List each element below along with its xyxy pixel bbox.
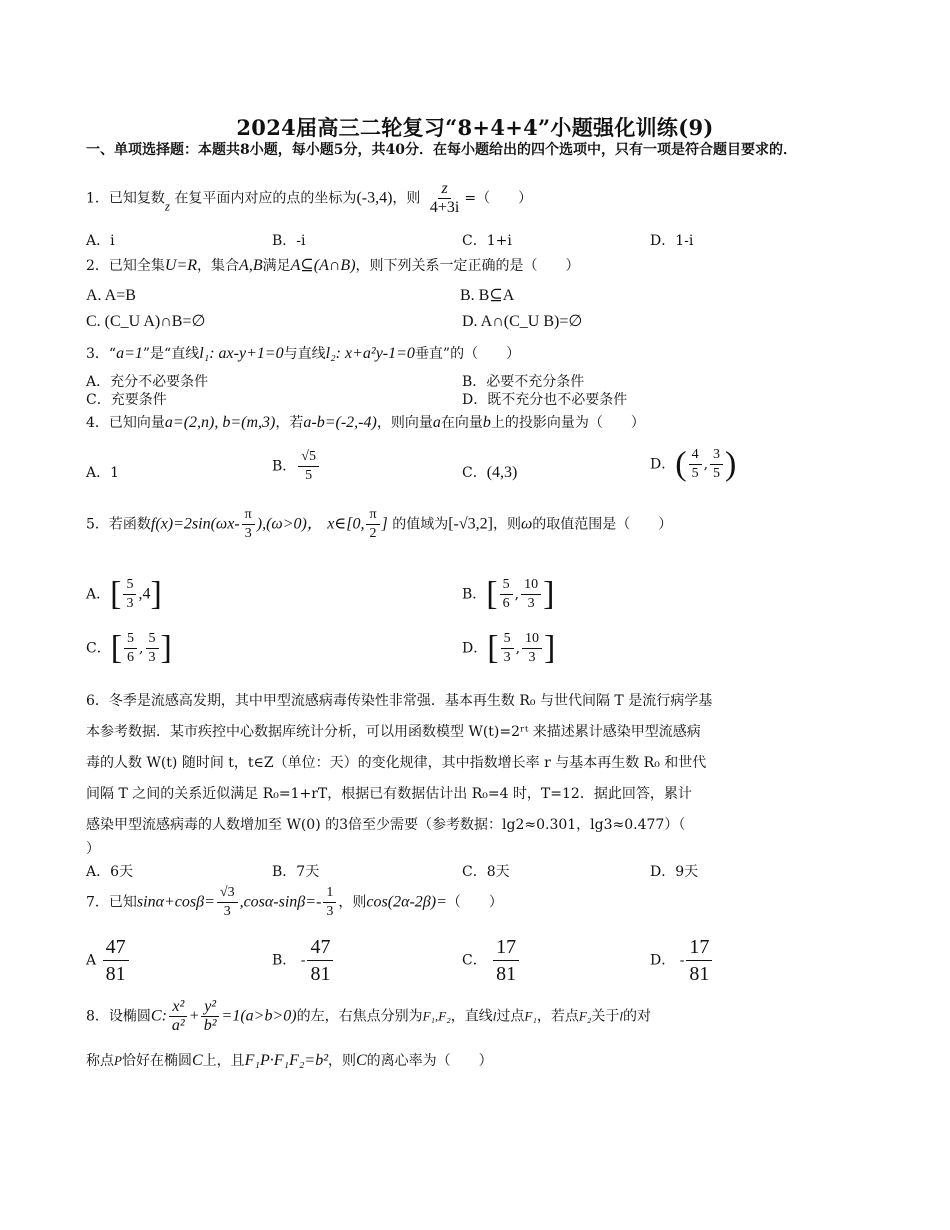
q3-option-a[interactable]: A．充分不必要条件 (86, 374, 209, 390)
question-2: 2．已知全集U=R，集合A,B满足A⊆(A∩B)，则下列关系一定正确的是（ ） (86, 257, 580, 274)
q7-option-b[interactable]: B． - $\frac{47}{81}$ (272, 934, 335, 987)
q5-option-c[interactable]: C．[ $\frac{5}{6}$ , $\frac{5}{3}$ ] (86, 629, 172, 667)
q5-option-a[interactable]: A．[ $\frac{5}{3}$ ,4] (86, 575, 162, 613)
q1-option-b[interactable]: B．-i (272, 233, 306, 249)
q1-option-d[interactable]: D．1-i (650, 233, 694, 249)
question-7: 7．已知sinα+cosβ= $\frac{√3}{3}$ ,cosα-sinβ=- $\frac{1}{3}$ ，则cos(2α-2β)=（ ） (86, 885, 503, 919)
q5-option-d[interactable]: D．[ $\frac{5}{3}$ , $\frac{10}{3}$ ] (462, 629, 556, 667)
q3-option-b[interactable]: B．必要不充分条件 (462, 374, 585, 390)
question-4: 4．已知向量a=(2,n), b=(m,3)，若a-b=(-2,-4)，则向量a在向量b上的投影向量为（ ） (86, 414, 645, 431)
q2-option-c[interactable]: C. (C_U A)∩B=∅ (86, 313, 206, 330)
q3-option-c[interactable]: C．充要条件 (86, 392, 167, 408)
q6-option-a[interactable]: A．6天 (86, 864, 134, 880)
q7-option-d[interactable]: D． - $\frac{17}{81}$ (650, 934, 714, 987)
q7-option-c[interactable]: C． $\frac{17}{81}$ (462, 934, 521, 987)
question-8-line-2: 称点P恰好在椭圆C上，且F₁P·F₁F₂=b²，则C的离心率为（ ） (86, 1052, 493, 1069)
q4-option-d[interactable]: D．( $\frac{4}{5}$ , $\frac{3}{5}$ ) (650, 445, 737, 483)
q2-option-d[interactable]: D. A∩(C_U B)=∅ (462, 313, 583, 330)
section-heading: 一、单项选择题：本题共8小题，每小题5分，共40分．在每小题给出的四个选项中，只有一项是符合题目要求的． (86, 142, 797, 158)
page-title: 2024届高三二轮复习“8+4+4”小题强化训练(9) (236, 115, 714, 140)
q6-option-b[interactable]: B．7天 (272, 864, 320, 880)
q2-option-b[interactable]: B. B⊆A (460, 287, 515, 304)
q1-option-a[interactable]: A．i (86, 233, 115, 249)
q5-option-b[interactable]: B．[ $\frac{5}{6}$ , $\frac{10}{3}$ ] (462, 575, 555, 613)
q7-option-a[interactable]: A $\frac{47}{81}$ (86, 934, 131, 987)
q1-option-c[interactable]: C．1+i (462, 233, 512, 249)
question-8: 8．设椭圆C: $\frac{\text{x²}}{\text{a²}}$ + $\frac{\text{y²}}{\text{b²}}$ =1(a>b>0)的左，右焦点分别为F₁,F₂，直线l过点F₁，若点F₂关于l的对 (86, 998, 651, 1034)
question-5: 5．若函数f(x)=2sin(ωx- $\frac{\pi}{3}$ ),(ω>0)， x∈[0, $\frac{\pi}{2}$ ] 的值域为[-√3,2]，则ω的取值范围是（ ） (86, 507, 673, 541)
question-3: 3．“a=1”是“直线l₁: ax-y+1=0与直线l₂: x+a²y-1=0垂直”的（ ） (86, 345, 521, 362)
q3-option-d[interactable]: D．既不充分也不必要条件 (462, 392, 628, 408)
question-6: 6．冬季是流感高发期，其中甲型流感病毒传染性非常强．基本再生数 R₀ 与世代间隔 T 是流行病学基 本参考数据．某市疾控中心数据库统计分析，可以用函数模型 W(t)=2ʳᵗ 来描述累计感染甲型流感病 毒的人数 W(t) 随时间 t，t∈Z（单位：天）的变化规律，其中指数增长率 r 与基本再生数 R₀ 和世代 间隔 T 之间的关系近似满足 R₀=1+rT，根据已有数据估计出 R₀=4 时，T=12．据此回答，累计 感染甲型流感病毒的人数增加至 W(0) 的3倍至少需要（参考数据：lg2≈0.301，lg3≈0.477）（ ） (86, 693, 713, 857)
q6-option-d[interactable]: D．9天 (650, 864, 699, 880)
q2-option-a[interactable]: A. A=B (86, 287, 136, 304)
q6-option-c[interactable]: C．8天 (462, 864, 510, 880)
q4-option-a[interactable]: A．1 (86, 465, 120, 481)
question-1: 1．已知复数z 在复平面内对应的点的坐标为(-3,4)，则 $\frac{z}{4+3i}$ =（ ） (86, 180, 533, 216)
q4-option-c[interactable]: C．(4,3) (462, 464, 518, 481)
q4-option-b[interactable]: B． $\frac{√5}{5}$ (272, 448, 321, 485)
fraction: $\frac{z}{4+3i}$ (429, 180, 460, 216)
